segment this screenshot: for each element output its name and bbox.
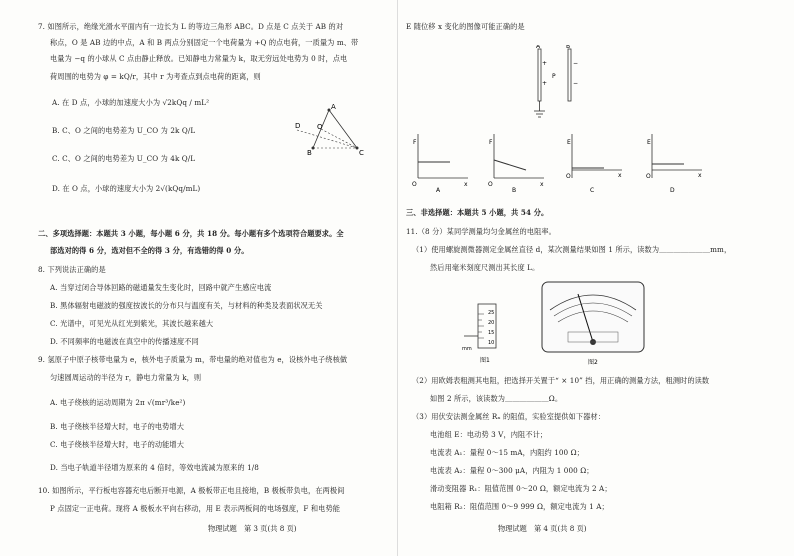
equipment-1: 电池组 E：电动势 3 V，内阻不计； [430, 430, 548, 439]
svg-text:x: x [540, 181, 544, 188]
triangle-figure [295, 100, 370, 160]
capacitor-figure [530, 45, 590, 123]
cap-label-a: A [536, 45, 541, 50]
micrometer-figure [460, 300, 520, 364]
q7-line1: 7. 如图所示，绝缘光滑水平面内有一边长为 L 的等边三角形 ABC。D 点是 C 点关于 AB 的对 [38, 22, 344, 31]
section3-header: 三、非选择题：本题共 5 小题，共 54 分。 [406, 208, 549, 217]
svg-text:O: O [566, 173, 571, 180]
q7-option-a: A. 在 D 点，小球的加速度大小为 √2kQq / mL² [52, 98, 210, 107]
q10-line1: 10. 如图所示，平行板电容器充电后断开电源，A 极板带正电且接地，B 极板带负电，在两极间 [38, 486, 345, 495]
svg-text:O: O [488, 181, 493, 188]
svg-text:F: F [489, 139, 493, 146]
svg-text:x: x [464, 181, 468, 188]
svg-text:20: 20 [488, 320, 495, 326]
q11-part2-line1: （2）用欧姆表粗测其电阻，把选择开关置于“ × 10” 挡，用正确的测量方法，粗测时的读数 [412, 376, 710, 385]
graph-c-label: C [590, 187, 595, 192]
graph-a-label: A [436, 187, 441, 192]
cap-label-b: B [566, 45, 571, 50]
svg-text:E: E [647, 139, 651, 146]
label-d: D [295, 122, 301, 130]
q11-part1-line1: （1）使用螺旋测微器测定金属丝直径 d，某次测量结果如图 1 所示，读数为＿＿＿＿＿＿＿mm， [412, 245, 732, 254]
svg-text:15: 15 [488, 330, 495, 336]
label-c: C [359, 149, 364, 157]
q9-line2: 匀速圆周运动的半径为 r，静电力常量为 k，则 [50, 373, 202, 382]
multimeter-figure [538, 280, 648, 366]
q9-option-d: D. 当电子轨道半径增为原来的 4 倍时，等效电流减为原来的 1/8 [50, 463, 259, 472]
graph-b-label: B [512, 187, 517, 192]
q7-line4: 荷周围的电势为 φ = kQ/r，其中 r 为考查点到点电荷的距离，则 [50, 72, 261, 81]
graph-b [486, 130, 546, 192]
q8-option-c: C. 光谱中，可见光从红光到紫光，其波长越来越大 [50, 319, 214, 328]
fig2-caption: 图2 [588, 359, 598, 366]
svg-text:x: x [698, 172, 702, 179]
svg-text:F: F [413, 139, 417, 146]
label-a: A [331, 103, 336, 111]
graph-c [564, 130, 624, 192]
q11-part1-line2: 然后用毫米刻度尺测出其长度 L。 [430, 263, 540, 272]
q9-option-b: B. 电子绕核半径增大时，电子的电势增大 [50, 422, 185, 431]
svg-text:x: x [618, 172, 622, 179]
svg-text:−: − [573, 80, 579, 87]
q8-option-d: D. 不同频率的电磁波在真空中的传播速度不同 [50, 337, 199, 346]
q7-option-c: C. C、O 之间的电势差为 U_CO 为 4k Q/L [52, 154, 196, 163]
svg-text:O: O [412, 181, 417, 188]
svg-text:25: 25 [488, 310, 495, 316]
fig1-caption: 图1 [480, 357, 490, 364]
q8-option-a: A. 当穿过闭合导体回路的磁通量发生变化时，回路中就产生感应电流 [50, 283, 272, 292]
svg-text:E: E [567, 139, 571, 146]
q9-option-a: A. 电子绕核的运动周期为 2π √(mr³/ke²) [50, 398, 186, 407]
equipment-4: 滑动变阻器 R₁：阻值范围 0～20 Ω，额定电流为 2 A； [430, 484, 612, 493]
q9-line1: 9. 氢原子中原子核带电量为 e，核外电子质量为 m，带电量的绝对值也为 e，设核外电子绕核做 [38, 355, 348, 364]
label-b: B [307, 149, 312, 157]
equipment-3: 电流表 A₂：量程 0～300 μA，内阻为 1 000 Ω； [430, 466, 594, 475]
q7-line3: 电量为 −q 的小球从 C 点由静止释放。已知静电力常量为 k，取无穷远处电势为 0 时，点电 [50, 54, 348, 63]
svg-text:mm: mm [462, 346, 472, 352]
q8-stem: 8. 下列说法正确的是 [38, 265, 106, 274]
svg-text:+: + [542, 60, 548, 67]
q10-continued: E 随位移 x 变化的图像可能正确的是 [406, 22, 525, 31]
graph-a [410, 130, 470, 192]
q7-line2: 称点，O 是 AB 边的中点，A 和 B 两点分别固定一个电荷量为 +Q 的点电荷，一质量为 m、带 [50, 38, 359, 47]
graph-d-label: D [670, 187, 675, 192]
page-footer-right: 物理试题 第 4 页(共 8 页) [498, 524, 587, 533]
q7-option-b: B. C、O 之间的电势差为 U_CO 为 2k Q/L [52, 126, 196, 135]
svg-text:O: O [646, 173, 651, 180]
equipment-2: 电流表 A₁：量程 0～15 mA，内阻约 100 Ω； [430, 448, 584, 457]
section2-line1: 二、多项选择题：本题共 3 小题，每小题 6 分，共 18 分。每小题有多个选项符合题要求。全 [38, 229, 344, 238]
q11-stem: 11.（8 分）某同学测量均匀金属丝的电阻率。 [406, 227, 556, 236]
page-footer-left: 物理试题 第 3 页(共 8 页) [208, 524, 297, 533]
cap-label-p: P [552, 73, 556, 80]
q7-option-d: D. 在 O 点，小球的速度大小为 2√(kQq/mL) [52, 184, 201, 193]
label-o: O [317, 123, 323, 131]
q11-part3: （3）用伏安法测金属丝 Rₓ 的阻值，实验室提供如下器材： [412, 412, 606, 421]
svg-text:−: − [573, 60, 579, 67]
section2-line2: 部选对的得 6 分，选对但不全的得 3 分，有选错的得 0 分。 [50, 246, 249, 255]
svg-text:+: + [542, 80, 548, 87]
svg-text:10: 10 [488, 340, 495, 346]
right-page [397, 0, 794, 556]
q11-part2-line2: 如图 2 所示，该读数为＿＿＿＿＿＿Ω。 [430, 394, 563, 403]
q9-option-c: C. 电子绕核半径增大时，电子的动能增大 [50, 440, 185, 449]
equipment-5: 电阻箱 R₂：阻值范围 0～9 999 Ω，额定电流为 1 A； [430, 502, 609, 511]
graph-d [644, 130, 704, 192]
q8-option-b: B. 黑体辐射电磁波的强度按波长的分布只与温度有关，与材料的种类及表面状况无关 [50, 301, 323, 310]
q10-line2: P 点固定一正电荷。现将 A 极板水平向右移动，用 E 表示两板间的电场强度，F 和电势能 [50, 504, 341, 513]
